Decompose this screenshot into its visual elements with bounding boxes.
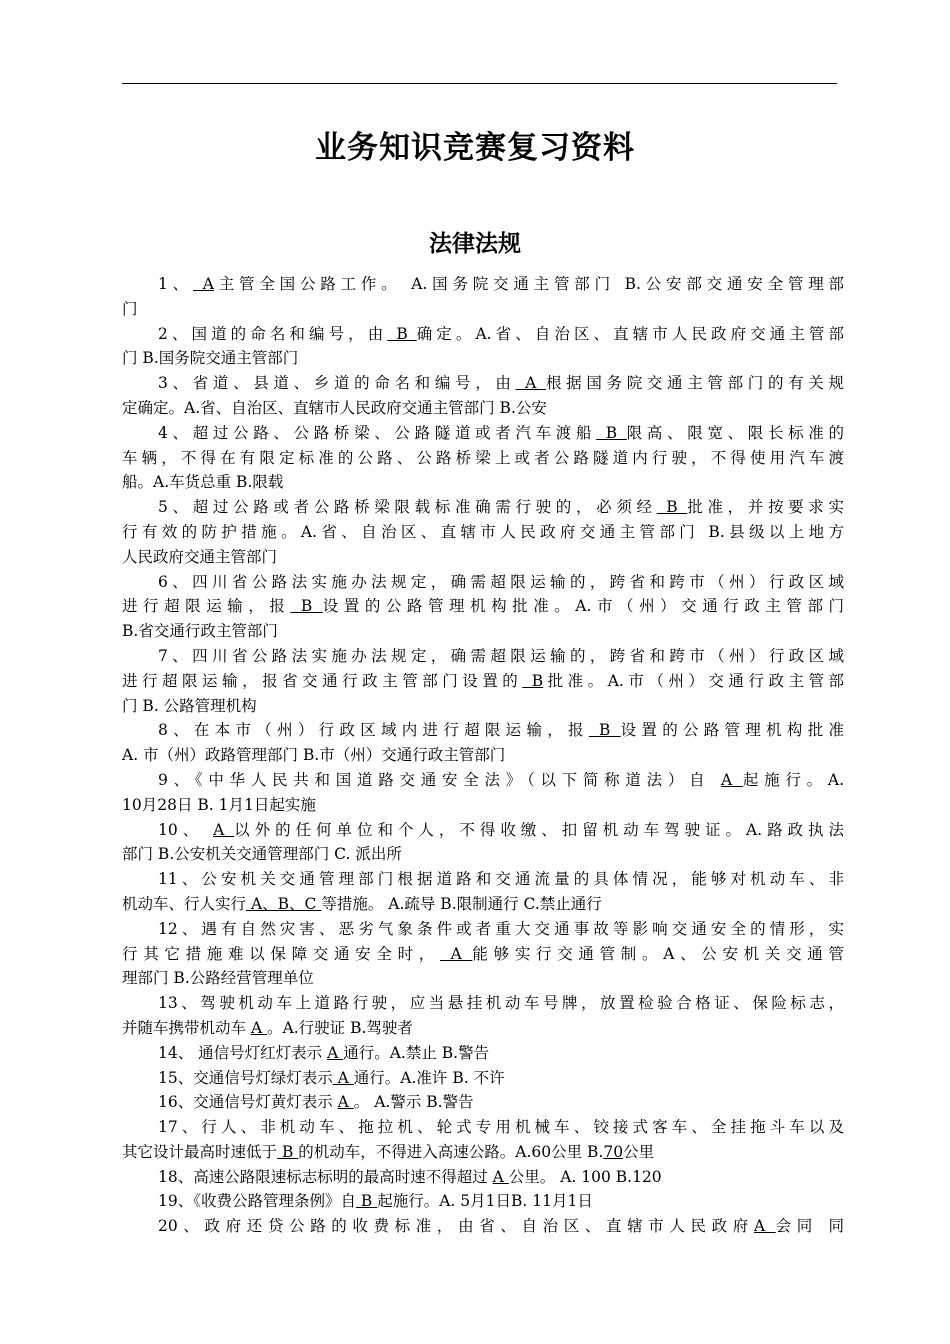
question-line: [122, 272, 844, 297]
question-item: [122, 718, 844, 768]
question-item: [122, 1189, 844, 1214]
question-line: [122, 619, 844, 644]
question-line: [122, 594, 844, 619]
question-item: [122, 917, 844, 991]
answer-blank: B: [290, 597, 323, 616]
question-text: 行其它措施难以保障交通安全时，: [122, 944, 440, 963]
question-line: [122, 1016, 844, 1041]
answer-blank: A: [492, 1167, 509, 1186]
question-text: 4、超过公路、公路桥梁、公路隧道或者汽车渡船: [158, 423, 597, 442]
question-text: 部门 B.公安机关交通管理部门 C. 派出所: [122, 845, 402, 864]
question-line: [122, 694, 844, 719]
question-text: 船。A.车货总重 B.限载: [122, 473, 284, 492]
answer-blank: A: [753, 1217, 776, 1236]
question-text: 定确定。A.省、自治区、直辖市人民政府交通主管部门 B.公安: [122, 398, 547, 417]
question-line: [122, 371, 844, 396]
question-line: [122, 743, 844, 768]
question-text: 。 A.警示 B.警告: [353, 1093, 474, 1112]
question-line: [122, 793, 844, 818]
question-item: [122, 495, 844, 569]
question-text: 门 B.国务院交通主管部门: [122, 349, 299, 368]
question-text: 起施行。A. 5月1日B. 11月1日: [377, 1192, 593, 1211]
question-text: 10月28日 B. 1月1日起实施: [122, 795, 316, 814]
question-line: [122, 520, 844, 545]
question-text: 门 B. 公路管理机构: [122, 696, 257, 715]
question-text: 18、高速公路限速标志标明的最高时速不得超过: [158, 1167, 493, 1186]
question-text: 15、交通信号灯绿灯表示: [158, 1068, 333, 1087]
question-item: [122, 867, 844, 917]
answer-blank: B: [387, 324, 417, 343]
question-text: 确定。A.省、自治区、直辖市人民政府交通主管部: [416, 324, 844, 343]
question-text: 公里。 A. 100 B.120: [508, 1167, 662, 1186]
question-text: 进行超限运输，报: [122, 597, 291, 616]
question-text: 公里: [623, 1142, 655, 1161]
question-line: [122, 1066, 844, 1091]
question-line: [122, 297, 844, 322]
question-list: [122, 272, 844, 1239]
question-line: [122, 322, 844, 347]
answer-blank: B: [522, 671, 544, 690]
answer-blank: A: [332, 1068, 354, 1087]
question-item: [122, 421, 844, 495]
answer-blank: A: [327, 1043, 344, 1062]
question-item: [122, 570, 844, 644]
question-text: 设置的公路管理机构批准: [620, 721, 844, 740]
question-text: 会同 同: [775, 1217, 844, 1236]
question-text: 行有效的防护措施。A.省、自治区、直辖市人民政府交通主管部门 B.县级以上地方: [122, 522, 844, 541]
question-text: 批准，并按要求实: [687, 498, 844, 517]
question-text: 批准。A.市（州）交通行政主管部: [543, 671, 844, 690]
question-text: 门: [122, 299, 138, 318]
question-text: 20、政府还贷公路的收费标准，由省、自治区、直辖市人民政府: [158, 1217, 754, 1236]
answer-blank: A: [192, 275, 214, 293]
question-item: [122, 1066, 844, 1091]
question-line: [122, 768, 844, 793]
question-item: [122, 644, 844, 718]
question-line: [122, 545, 844, 570]
question-text: 6、四川省公路法实施办法规定，确需超限运输的，跨省和跨市（州）行政区域: [158, 572, 844, 591]
question-text: 根据国务院交通主管部门的有关规: [545, 374, 844, 393]
question-text: 车辆，不得在有限定标准的公路、公路桥梁上或者公路隧道内行驶，不得使用汽车渡: [122, 448, 844, 467]
question-item: [122, 768, 844, 818]
answer-blank: A: [250, 1018, 268, 1037]
answer-blank: 70: [603, 1142, 624, 1161]
question-item: [122, 371, 844, 421]
question-line: [122, 991, 844, 1016]
question-text: 并随车携带机动车: [122, 1018, 251, 1037]
question-text: 3、省道、县道、乡道的命名和编号，由: [158, 374, 516, 393]
question-item: [122, 1041, 844, 1066]
question-line: [122, 346, 844, 371]
answer-blank: B: [588, 721, 621, 740]
question-text: 17、行人、非机动车、拖拉机、轮式专用机械车、铰接式客车、全挂拖斗车以及: [158, 1118, 844, 1137]
question-line: [122, 1140, 844, 1165]
question-text: 2、国道的命名和编号，由: [158, 324, 388, 343]
answer-blank: B: [656, 498, 688, 517]
question-line: [122, 1041, 844, 1066]
answer-blank: A: [337, 1093, 354, 1112]
question-text: 起施行。A.: [742, 770, 844, 789]
question-line: [122, 644, 844, 669]
question-line: [122, 1115, 844, 1140]
question-text: 通行。A.禁止 B.警告: [343, 1043, 490, 1062]
question-text: 5、超过公路或者公路桥梁限载标准确需行驶的，必须经: [158, 498, 657, 517]
question-line: [122, 470, 844, 495]
question-text: 19、《收费公路管理条例》自: [158, 1192, 356, 1211]
question-line: [122, 495, 844, 520]
question-line: [122, 818, 844, 843]
question-text: 限高、限宽、限长标准的: [626, 423, 844, 442]
question-line: [122, 1090, 844, 1115]
question-line: [122, 892, 844, 917]
question-line: [122, 966, 844, 991]
header-rule: [122, 83, 837, 84]
question-text: 机动车、行人实行: [122, 894, 247, 913]
question-line: [122, 867, 844, 892]
question-text: 设置的公路管理机构批准。A.市（州）交通行政主管部门: [322, 597, 844, 616]
question-text: 11、公安机关交通管理部门根据道路和交通流量的具体情况，能够对机动车、非: [158, 870, 844, 889]
answer-blank: B: [277, 1142, 299, 1161]
question-line: [122, 942, 844, 967]
answer-blank: A: [721, 770, 743, 789]
question-text: A. 市（州）政路管理部门 B.市（州）交通行政主管部门: [122, 746, 506, 765]
question-text: 。A.行驶证 B.驾驶者: [267, 1018, 413, 1037]
document-title: 业务知识竞赛复习资料: [315, 130, 635, 166]
question-line: [122, 421, 844, 446]
question-text: 进行超限运输，报省交通行政主管部门设置的: [122, 671, 523, 690]
question-text: 能够实行交通管制。A、公安机关交通管: [472, 944, 844, 963]
question-text: 等措施。 A.疏导 B.限制通行 C.禁止通行: [321, 894, 602, 913]
question-text: 10、: [158, 820, 214, 839]
question-text: 14、 通信号灯红灯表示: [158, 1043, 328, 1062]
answer-blank: A: [515, 374, 546, 393]
question-text: 1、: [158, 275, 193, 293]
answer-blank: A、B、C: [246, 894, 322, 913]
question-text: 9、《中华人民共和国道路交通安全法》（以下简称道法）自: [158, 770, 722, 789]
question-line: [122, 446, 844, 471]
question-text: 理部门 B.公路经营管理单位: [122, 969, 314, 988]
question-text: 8、在本市（州）行政区域内进行超限运输，报: [158, 721, 589, 740]
question-item: [122, 818, 844, 868]
question-text: 人民政府交通主管部门: [122, 547, 278, 566]
question-item: [122, 1214, 844, 1239]
question-text: 7、四川省公路法实施办法规定，确需超限运输的，跨省和跨市（州）行政区域: [158, 646, 844, 665]
question-text: B.省交通行政主管部门: [122, 622, 278, 641]
question-line: [122, 718, 844, 743]
question-text: 主管全国公路工作。 A.国务院交通主管部门 B.公安部交通安全管理部: [213, 275, 844, 293]
answer-blank: B: [355, 1192, 378, 1211]
question-line: [122, 1165, 844, 1190]
question-item: [122, 1115, 844, 1165]
question-text: 的机动车，不得进入高速公路。A.60公里 B.: [298, 1142, 604, 1161]
question-item: [122, 322, 844, 372]
question-text: 16、交通信号灯黄灯表示: [158, 1093, 338, 1112]
question-text: 13、驾驶机动车上道路行驶，应当悬挂机动车号牌，放置检验合格证、保险标志，: [158, 994, 844, 1013]
question-text: 以外的任何单位和个人，不得收缴、扣留机动车驾驶证。A.路政执法: [234, 820, 844, 839]
question-text: 其它设计最高时速低于: [122, 1142, 278, 1161]
answer-blank: B: [596, 423, 627, 442]
question-item: [122, 1165, 844, 1190]
question-line: [122, 396, 844, 421]
question-line: [122, 1189, 844, 1214]
question-item: [122, 991, 844, 1041]
answer-blank: A: [439, 944, 473, 963]
question-text: 12、遇有自然灾害、恶劣气象条件或者重大交通事故等影响交通安全的情形，实: [158, 919, 844, 938]
question-line: [122, 842, 844, 867]
question-line: [122, 1214, 844, 1239]
question-text: 通行。A.准许 B. 不许: [353, 1068, 505, 1087]
answer-blank: A: [213, 820, 235, 839]
section-heading: 法律法规: [429, 231, 521, 257]
question-item: [122, 1090, 844, 1115]
question-line: [122, 669, 844, 694]
question-item: [122, 272, 844, 322]
question-line: [122, 917, 844, 942]
question-line: [122, 570, 844, 595]
